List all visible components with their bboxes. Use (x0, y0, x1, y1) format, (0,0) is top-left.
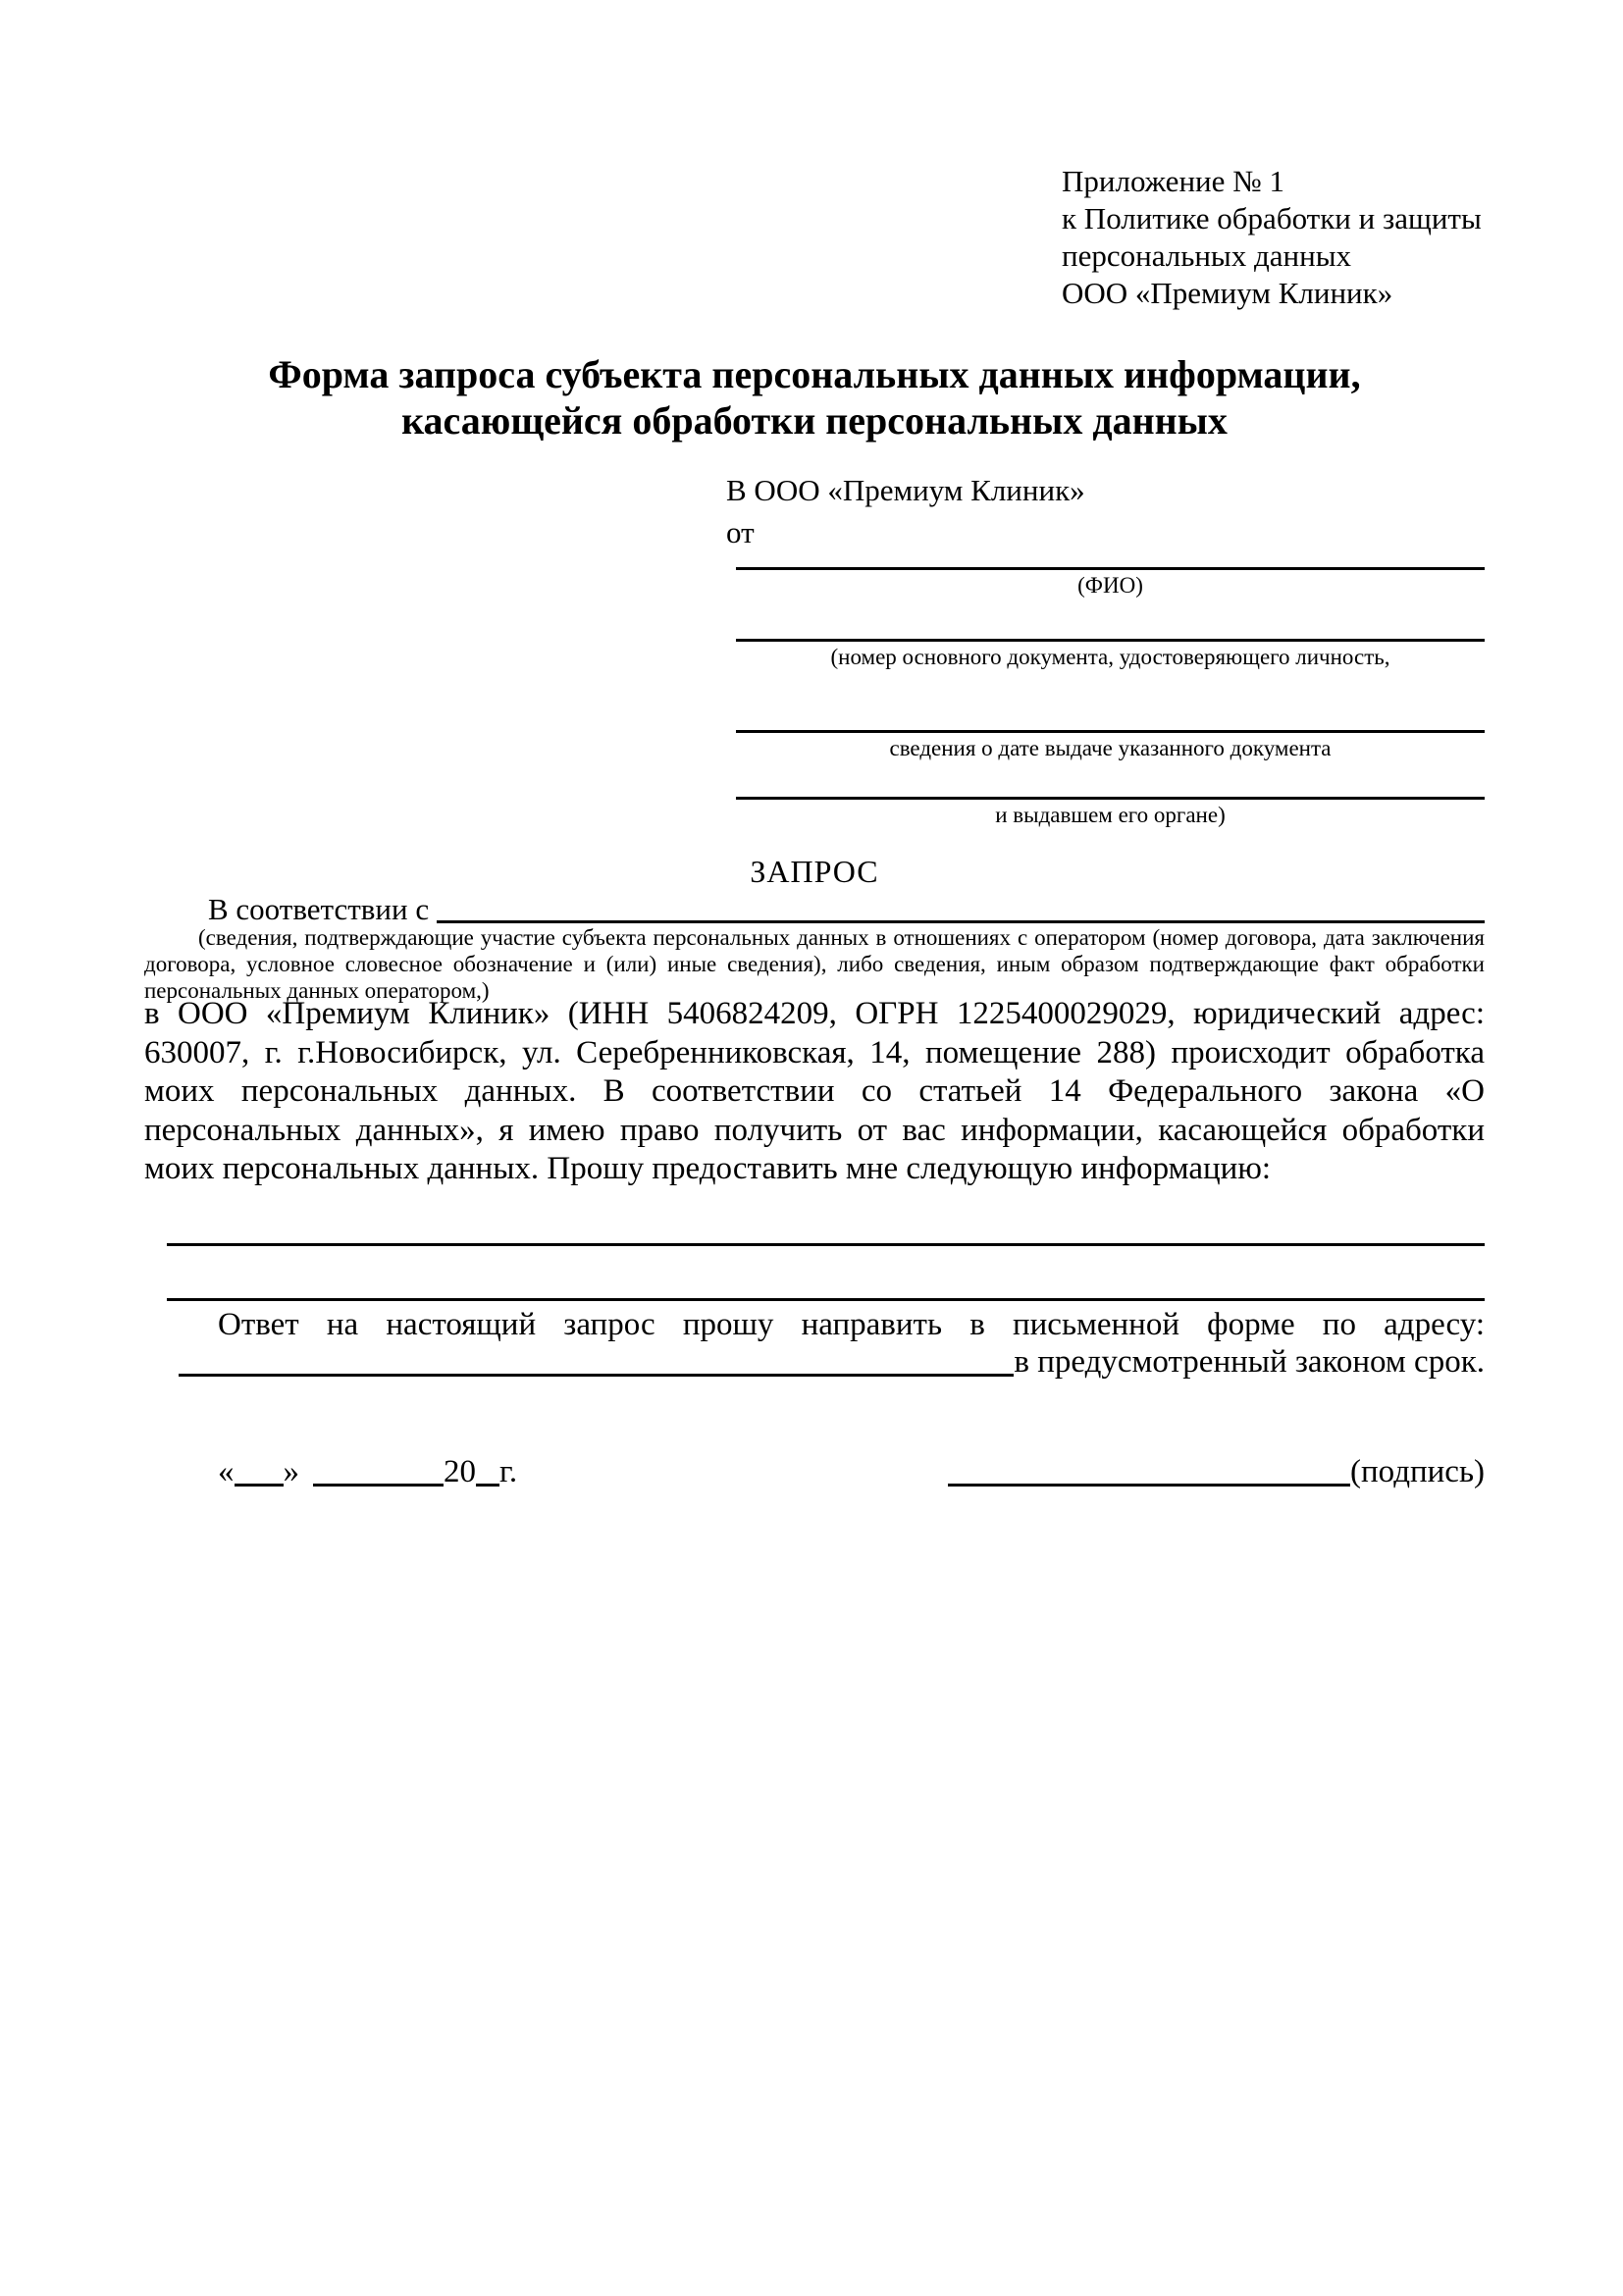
fio-blank-line (736, 567, 1485, 570)
year-suffix: г. (499, 1454, 518, 1489)
issue-date-field (736, 730, 1485, 761)
date-signature-row (144, 1452, 1485, 1491)
reply-address-blank-line (179, 1374, 1014, 1377)
issue-date-caption: сведения о дате выдаче указанного документа (889, 736, 1332, 760)
reply-sentence: Ответ на настоящий запрос прошу направить в письменной форме по адресу: (218, 1307, 1485, 1342)
signature-field (948, 1452, 1485, 1491)
signature-blank-line (948, 1484, 1350, 1487)
fio-field (736, 567, 1485, 599)
document-number-blank-line (736, 639, 1485, 642)
appendix-header-line: к Политике обработки и защиты (1062, 201, 1482, 235)
lead-sentence-row (144, 891, 1485, 928)
issuing-authority-field (736, 797, 1485, 828)
fio-caption: (ФИО) (1077, 573, 1143, 598)
requested-info-blank-line-2 (167, 1298, 1485, 1301)
appendix-header-line: ООО «Премиум Клиник» (1062, 276, 1393, 310)
date-open-quote: « (218, 1454, 235, 1489)
day-blank (235, 1484, 284, 1487)
reply-address-row (144, 1342, 1485, 1382)
document-number-field (736, 639, 1485, 670)
date-field (218, 1452, 517, 1491)
reply-tail: в предусмотренный законом срок. (1014, 1344, 1485, 1380)
document-title-line: касающейся обработки персональных данных (401, 398, 1228, 443)
basis-blank-line (437, 920, 1485, 923)
signature-caption: (подпись) (1350, 1454, 1485, 1489)
request-body-paragraph: в ООО «Премиум Клиник» (ИНН 5406824209, ОГРН 1225400029029, юридический адрес: 630007, г. г.Новосибирск, ул. Серебренниковская, 14, помещение 288) происходит обработка моих персональных данных. В соответствии со статьей 14 Федерального закона «О персональных данных», я имею право получить от вас информации, касающейся обработки моих персональных данных. Прошу предоставить мне следующую информацию: (144, 996, 1485, 1186)
addressee-block (726, 469, 1485, 828)
addressee-from: от (726, 515, 755, 549)
appendix-header-line: персональных данных (1062, 238, 1352, 273)
appendix-header (1062, 163, 1482, 312)
request-heading: ЗАПРОС (750, 854, 879, 889)
appendix-header-line: Приложение № 1 (1062, 164, 1284, 198)
requested-info-blank-line-1 (167, 1243, 1485, 1246)
basis-explanation-note: (сведения, подтверждающие участие субъекта персональных данных в отношениях с оператором (номер договора, дата заключения договора, условное словесное обозначение и (или) иные сведения), либо сведения, иным образом подтверждающие факт обработки персональных данных оператором,) (144, 925, 1485, 1003)
issue-date-blank-line (736, 730, 1485, 733)
lead-sentence: В соответствии с (208, 892, 430, 926)
month-blank (313, 1484, 444, 1487)
document-title-line: Форма запроса субъекта персональных данных информации, (268, 352, 1361, 396)
issuing-authority-blank-line (736, 797, 1485, 800)
issuing-authority-caption: и выдавшем его органе) (995, 803, 1226, 827)
document-title (144, 351, 1485, 444)
year-prefix: 20 (444, 1454, 476, 1489)
addressee-to: В ООО «Премиум Клиник» (726, 473, 1085, 507)
document-number-caption: (номер основного документа, удостоверяющего личность, (830, 645, 1390, 669)
date-close-quote: » (283, 1454, 299, 1489)
year-blank (476, 1484, 499, 1487)
